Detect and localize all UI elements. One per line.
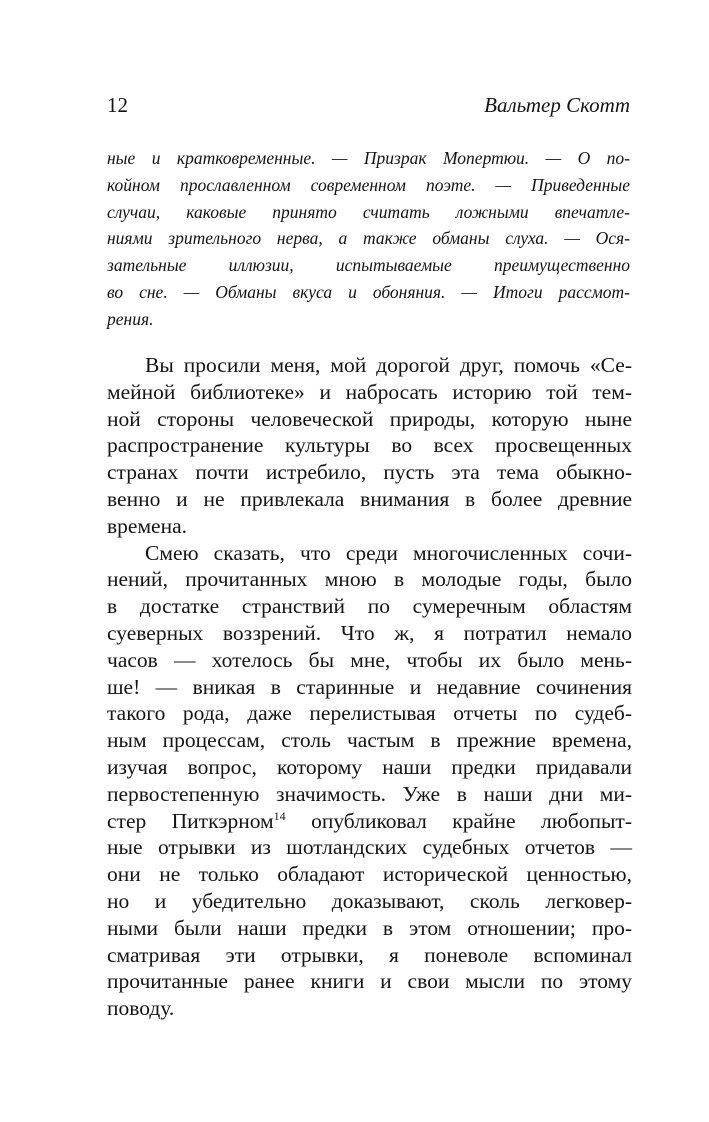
body-text bbox=[107, 352, 632, 1022]
text-line: первостепенную значимость. Уже в наши дни ми- bbox=[107, 781, 632, 806]
paragraph-2 bbox=[107, 540, 632, 1022]
text-line: венно и не привлекала внимания в более древние bbox=[107, 486, 632, 511]
text-line: суеверных воззрений. Что ж, я потратил немало bbox=[107, 620, 632, 645]
summary-line: рения. bbox=[107, 308, 154, 329]
text-line: ше! — вникая в старинные и недавние сочинения bbox=[107, 674, 632, 699]
text-line: ным процессам, столь частым в прежние времена, bbox=[107, 728, 632, 753]
text-line: Смею сказать, что среди многочисленных сочи- bbox=[145, 540, 632, 565]
text-line: ные отрывки из шотландских судебных отчетов — bbox=[107, 835, 632, 860]
footnote-reference[interactable]: 14 bbox=[273, 808, 286, 823]
text-line: Вы просили меня, мой дорогой друг, помочь «Се- bbox=[145, 353, 632, 377]
text-line: мейной библиотеке» и набросать историю той тем- bbox=[107, 379, 632, 404]
summary-line: ные и кратковременные. — Призрак Мопертюи. — О по- bbox=[107, 148, 630, 168]
summary-line: ниями зрительного нерва, а также обманы слуха. — Ося- bbox=[107, 228, 630, 249]
summary-line: койном прославленном современном поэте. — Приведенные bbox=[107, 174, 630, 195]
running-title: Вальтер Скотт bbox=[484, 93, 630, 117]
text-line: сматривая эти отрывки, я поневоле вспоминал bbox=[107, 942, 632, 967]
text-line: ной стороны человеческой природы, которую ныне bbox=[107, 406, 632, 431]
text-line: часов — хотелось бы мне, чтобы их было мень- bbox=[107, 647, 632, 672]
text-line: нений, прочитанных мною в молодые годы, было bbox=[107, 567, 632, 592]
summary-line: случаи, каковые принято считать ложными впечатле- bbox=[107, 201, 630, 222]
text-line: изучая вопрос, которому наши предки придавали bbox=[107, 754, 632, 779]
page-number: 12 bbox=[107, 93, 128, 117]
text-line: в достатке странствий по сумеречным областям bbox=[107, 594, 632, 619]
summary-line: во сне. — Обманы вкуса и обоняния. — Итоги рассмот- bbox=[107, 281, 630, 302]
text-line: прочитанные ранее книги и свои мысли по этому bbox=[107, 969, 632, 994]
text-fragment: опубликовал крайне любопыт- bbox=[285, 808, 632, 833]
chapter-summary bbox=[107, 145, 630, 333]
text-line: поводу. bbox=[107, 996, 175, 1021]
text-line: распространение культуры во всех просвещенных bbox=[107, 433, 632, 458]
text-line: такого рода, даже перелистывая отчеты по судеб- bbox=[107, 701, 632, 726]
text-line: но и убедительно доказывают, сколь легковер- bbox=[107, 888, 632, 913]
paragraph-1 bbox=[107, 352, 632, 540]
text-fragment: стер Питкэрном bbox=[107, 808, 274, 833]
text-line-with-footnote bbox=[107, 808, 632, 835]
summary-line: зательные иллюзии, испытываемые преимущественно bbox=[107, 255, 630, 276]
text-line: странах почти истребило, пусть эта тема обыкно- bbox=[107, 460, 632, 485]
text-line: они не только обладают исторической ценностью, bbox=[107, 862, 632, 887]
text-line: ными были наши предки в этом отношении; про- bbox=[107, 915, 632, 940]
text-line: времена. bbox=[107, 513, 188, 538]
